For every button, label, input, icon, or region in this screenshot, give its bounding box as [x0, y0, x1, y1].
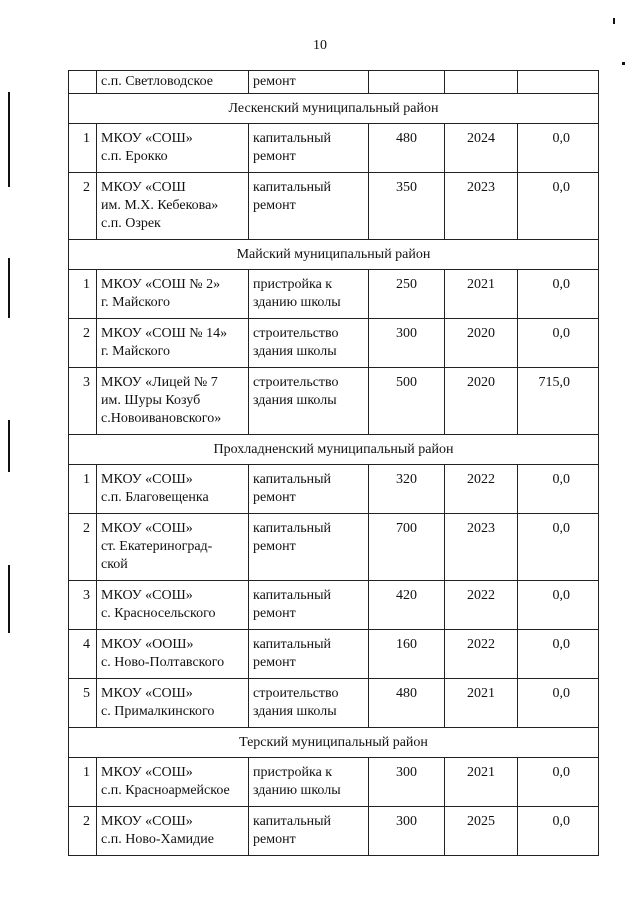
capacity-cell: 320 — [369, 465, 445, 514]
amount-cell: 0,0 — [518, 807, 599, 856]
work-type-cell — [249, 679, 369, 728]
school-name-cell — [97, 368, 249, 435]
region-title: Терский муниципальный район — [69, 728, 599, 758]
table-row — [69, 630, 599, 679]
school-name-cell-line: МКОУ «СОШ» — [101, 521, 193, 536]
row-number-cell: 1 — [69, 124, 97, 173]
scan-mark — [8, 565, 10, 633]
amount-cell: 715,0 — [518, 368, 599, 435]
table-row — [69, 71, 599, 94]
school-name-cell-line: им. М.Х. Кебекова» — [101, 198, 219, 213]
school-name-cell-line: им. Шуры Козуб — [101, 393, 201, 408]
region-title: Прохладненский муниципальный район — [69, 435, 599, 465]
work-type-cell-line: капитальный — [253, 521, 331, 536]
row-number-cell: 1 — [69, 758, 97, 807]
school-name-cell — [97, 465, 249, 514]
school-name-cell-line: МКОУ «СОШ» — [101, 131, 193, 146]
region-header-row — [69, 435, 599, 465]
school-name-cell-line: МКОУ «СОШ — [101, 180, 186, 195]
table-row — [69, 465, 599, 514]
year-cell: 2022 — [445, 581, 518, 630]
table-row — [69, 124, 599, 173]
capacity-cell — [369, 71, 445, 94]
amount-cell: 0,0 — [518, 758, 599, 807]
work-type-cell-line: капитальный — [253, 814, 331, 829]
work-type-cell-line: капитальный — [253, 637, 331, 652]
school-name-cell-line: МКОУ «ООШ» — [101, 637, 194, 652]
row-number-cell — [69, 71, 97, 94]
capacity-cell: 300 — [369, 758, 445, 807]
work-type-cell — [249, 807, 369, 856]
school-name-cell — [97, 807, 249, 856]
amount-cell: 0,0 — [518, 630, 599, 679]
row-number-cell: 3 — [69, 581, 97, 630]
work-type-cell-line: ремонт — [253, 490, 296, 505]
table-row — [69, 514, 599, 581]
school-name-cell-line: с.п. Озрек — [101, 216, 161, 231]
region-title: Лескенский муниципальный район — [69, 94, 599, 124]
school-name-cell-line: с.п. Ерокко — [101, 149, 168, 164]
schools-table-wrap — [68, 70, 599, 856]
amount-cell: 0,0 — [518, 465, 599, 514]
amount-cell: 0,0 — [518, 319, 599, 368]
school-name-cell — [97, 679, 249, 728]
row-number-cell: 2 — [69, 319, 97, 368]
year-cell: 2020 — [445, 319, 518, 368]
capacity-cell: 250 — [369, 270, 445, 319]
work-type-cell — [249, 581, 369, 630]
work-type-cell-line: ремонт — [253, 149, 296, 164]
work-type-cell-line: здания школы — [253, 704, 337, 719]
work-type-cell — [249, 124, 369, 173]
school-name-cell-line: г. Майского — [101, 344, 171, 359]
school-name-cell-line: МКОУ «СОШ» — [101, 765, 193, 780]
capacity-cell: 480 — [369, 679, 445, 728]
scan-mark — [613, 18, 615, 24]
work-type-cell — [249, 758, 369, 807]
capacity-cell: 480 — [369, 124, 445, 173]
school-name-cell-line: с.п. Благовещенка — [101, 490, 209, 505]
school-name-cell-line: с. Прималкинского — [101, 704, 215, 719]
amount-cell: 0,0 — [518, 124, 599, 173]
school-name-cell — [97, 173, 249, 240]
year-cell: 2024 — [445, 124, 518, 173]
row-number-cell: 2 — [69, 807, 97, 856]
capacity-cell: 300 — [369, 807, 445, 856]
year-cell: 2023 — [445, 514, 518, 581]
capacity-cell: 700 — [369, 514, 445, 581]
table-row — [69, 368, 599, 435]
scan-mark — [8, 92, 10, 187]
school-name-cell-line: ской — [101, 557, 128, 572]
school-name-cell-line: с. Ново-Полтавского — [101, 655, 225, 670]
year-cell: 2025 — [445, 807, 518, 856]
capacity-cell: 420 — [369, 581, 445, 630]
work-type-cell-line: капитальный — [253, 131, 331, 146]
work-type-cell — [249, 465, 369, 514]
amount-cell: 0,0 — [518, 679, 599, 728]
work-type-cell-line: здания школы — [253, 393, 337, 408]
amount-cell: 0,0 — [518, 270, 599, 319]
work-type-cell-line: строительство — [253, 326, 339, 341]
row-number-cell: 2 — [69, 173, 97, 240]
schools-table-body — [69, 71, 599, 856]
school-name-cell-line: МКОУ «СОШ» — [101, 472, 193, 487]
work-type-cell-line: зданию школы — [253, 295, 341, 310]
work-type-cell — [249, 368, 369, 435]
amount-cell: 0,0 — [518, 581, 599, 630]
work-type-cell-line: ремонт — [253, 198, 296, 213]
school-name-cell-line: МКОУ «Лицей № 7 — [101, 375, 218, 390]
year-cell: 2020 — [445, 368, 518, 435]
row-number-cell: 3 — [69, 368, 97, 435]
row-number-cell: 5 — [69, 679, 97, 728]
year-cell: 2022 — [445, 465, 518, 514]
region-header-row — [69, 240, 599, 270]
year-cell — [445, 71, 518, 94]
year-cell: 2021 — [445, 679, 518, 728]
work-type-cell-line: здания школы — [253, 344, 337, 359]
table-row — [69, 679, 599, 728]
capacity-cell: 350 — [369, 173, 445, 240]
page-number: 10 — [313, 38, 327, 53]
row-number-cell: 2 — [69, 514, 97, 581]
school-name-cell-line: с.п. Красноармейское — [101, 783, 230, 798]
table-row — [69, 173, 599, 240]
school-name-cell-line: с.Новоивановского» — [101, 411, 222, 426]
year-cell: 2021 — [445, 758, 518, 807]
school-name-cell-line: г. Майского — [101, 295, 171, 310]
school-name-cell — [97, 270, 249, 319]
table-row — [69, 807, 599, 856]
school-name-cell — [97, 581, 249, 630]
region-header-row — [69, 94, 599, 124]
school-name-cell: с.п. Светловодское — [97, 71, 249, 94]
school-name-cell-line: с.п. Ново-Хамидие — [101, 832, 214, 847]
school-name-cell — [97, 514, 249, 581]
row-number-cell: 1 — [69, 270, 97, 319]
table-row — [69, 581, 599, 630]
school-name-cell-line: МКОУ «СОШ» — [101, 686, 193, 701]
row-number-cell: 1 — [69, 465, 97, 514]
table-row — [69, 270, 599, 319]
school-name-cell — [97, 758, 249, 807]
work-type-cell-line: пристройка к — [253, 765, 333, 780]
year-cell: 2021 — [445, 270, 518, 319]
work-type-cell-line: ремонт — [253, 832, 296, 847]
capacity-cell: 300 — [369, 319, 445, 368]
work-type-cell-line: ремонт — [253, 606, 296, 621]
year-cell: 2023 — [445, 173, 518, 240]
school-name-cell-line: МКОУ «СОШ» — [101, 588, 193, 603]
school-name-cell-line: с. Красносельского — [101, 606, 216, 621]
school-name-cell-line: МКОУ «СОШ № 2» — [101, 277, 221, 292]
amount-cell — [518, 71, 599, 94]
school-name-cell — [97, 124, 249, 173]
work-type-cell-line: ремонт — [253, 655, 296, 670]
work-type-cell — [249, 173, 369, 240]
school-name-cell-line: МКОУ «СОШ» — [101, 814, 193, 829]
work-type-cell-line: капитальный — [253, 472, 331, 487]
school-name-cell-line: ст. Екатериноград- — [101, 539, 213, 554]
work-type-cell-line: пристройка к — [253, 277, 333, 292]
work-type-cell-line: строительство — [253, 686, 339, 701]
work-type-cell-line: капитальный — [253, 588, 331, 603]
year-cell: 2022 — [445, 630, 518, 679]
work-type-cell — [249, 514, 369, 581]
amount-cell: 0,0 — [518, 173, 599, 240]
amount-cell: 0,0 — [518, 514, 599, 581]
capacity-cell: 160 — [369, 630, 445, 679]
work-type-cell-line: ремонт — [253, 539, 296, 554]
work-type-cell — [249, 319, 369, 368]
region-header-row — [69, 728, 599, 758]
scan-mark — [622, 62, 625, 65]
region-title: Майский муниципальный район — [69, 240, 599, 270]
work-type-cell — [249, 630, 369, 679]
work-type-cell-line: строительство — [253, 375, 339, 390]
school-name-cell — [97, 319, 249, 368]
work-type-cell — [249, 270, 369, 319]
table-row — [69, 758, 599, 807]
row-number-cell: 4 — [69, 630, 97, 679]
work-type-cell-line: капитальный — [253, 180, 331, 195]
work-type-cell-line: зданию школы — [253, 783, 341, 798]
schools-table — [68, 70, 599, 856]
work-type-cell: ремонт — [249, 71, 369, 94]
school-name-cell-line: МКОУ «СОШ № 14» — [101, 326, 228, 341]
scan-mark — [8, 420, 10, 472]
table-row — [69, 319, 599, 368]
capacity-cell: 500 — [369, 368, 445, 435]
school-name-cell — [97, 630, 249, 679]
scan-mark — [8, 258, 10, 318]
